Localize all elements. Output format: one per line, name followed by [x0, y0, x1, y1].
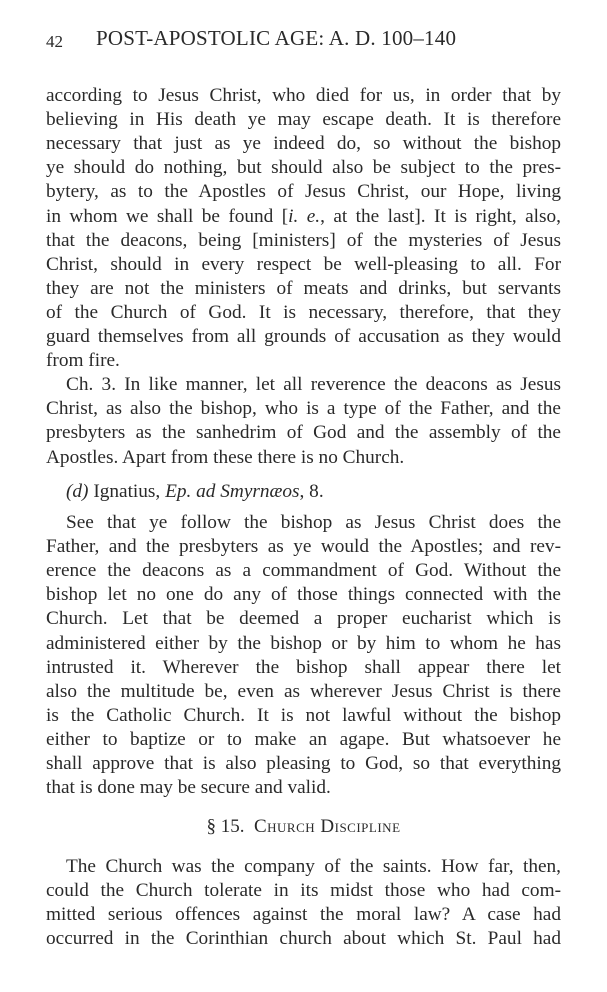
text-line: could the Church tolerate in its midst those who had com- [46, 880, 561, 902]
text-line: is the Catholic Church. It is not lawful without the bishop [46, 704, 561, 726]
section-title: Church Discipline [253, 816, 401, 837]
text-line: Christ, as also the bishop, who is a type of the Father, and the [46, 398, 561, 420]
citation-author: Ignatius, [93, 481, 161, 502]
text-line: necessary that just as ye indeed do, so without the bishop [46, 133, 561, 155]
page-number: 42 [46, 32, 63, 51]
text-line: in whom we shall be found [i. e., at the last]. It is right, also, [46, 205, 561, 227]
running-title: POST-APOSTOLIC AGE: A. D. 100–140 [96, 26, 457, 50]
text-line: guard themselves from all grounds of accusation as they would [46, 326, 561, 347]
text-line: administered either by the bishop or by him to whom he has [46, 632, 561, 654]
citation [66, 480, 561, 504]
text-line: that is done may be secure and valid. [46, 777, 331, 799]
text-line: of the Church of God. It is necessary, therefore, that they [46, 301, 561, 323]
section-number: § 15. [206, 816, 245, 837]
citation-work: Ep. ad Smyrnæos [165, 481, 300, 502]
text-line: from fire. [46, 350, 120, 372]
text-line: mitted serious offences against the moral law? A case had [46, 904, 561, 926]
text-line: believing in His death ye may escape death. It is therefore [46, 109, 561, 131]
text-line: The Church was the company of the saints. How far, then, [66, 856, 561, 877]
text-line: bishop let no one do any of those things connected with the [46, 584, 561, 606]
text-line: presbyters as the sanhedrim of God and the assembly of the [46, 422, 561, 444]
text-line: Ch. 3. In like manner, let all reverence the deacons as Jesus [66, 374, 561, 396]
text-line: also the multitude be, even as wherever Jesus Christ is there [46, 680, 561, 702]
text-line: bytery, as to the Apostles of Jesus Christ, our Hope, living [46, 181, 561, 203]
text-line: they are not the ministers of meats and drinks, but servants [46, 277, 561, 299]
text-line: Church. Let that be deemed a proper eucharist which is [46, 608, 561, 630]
running-header [46, 26, 566, 56]
text-line: Christ, should in every respect be well-pleasing to all. For [46, 253, 561, 275]
text-line: either to baptize or to make an agape. But whatsoever he [46, 728, 561, 750]
text-line: occurred in the Corinthian church about which St. Paul had [46, 928, 561, 950]
citation-label: (d) [66, 481, 89, 502]
text-line: intrusted it. Wherever the bishop shall appear there let [46, 656, 561, 678]
text-line: erence the deacons as a commandment of God. Without the [46, 560, 561, 582]
text-line: that the deacons, being [ministers] of the mysteries of Jesus [46, 229, 561, 251]
text-line: See that ye follow the bishop as Jesus Christ does the [66, 512, 561, 533]
text-line: according to Jesus Christ, who died for us, in order that by [46, 85, 561, 106]
text-line: shall approve that is also pleasing to God, so that everything [46, 753, 561, 774]
text-line: Father, and the presbyters as ye would the Apostles; and rev- [46, 536, 561, 558]
text-line: ye should do nothing, but should also be subject to the pres- [46, 157, 561, 179]
citation-ref: , 8. [299, 481, 324, 502]
text-line: Apostles. Apart from these there is no Church. [46, 446, 405, 468]
section-heading [0, 816, 607, 838]
